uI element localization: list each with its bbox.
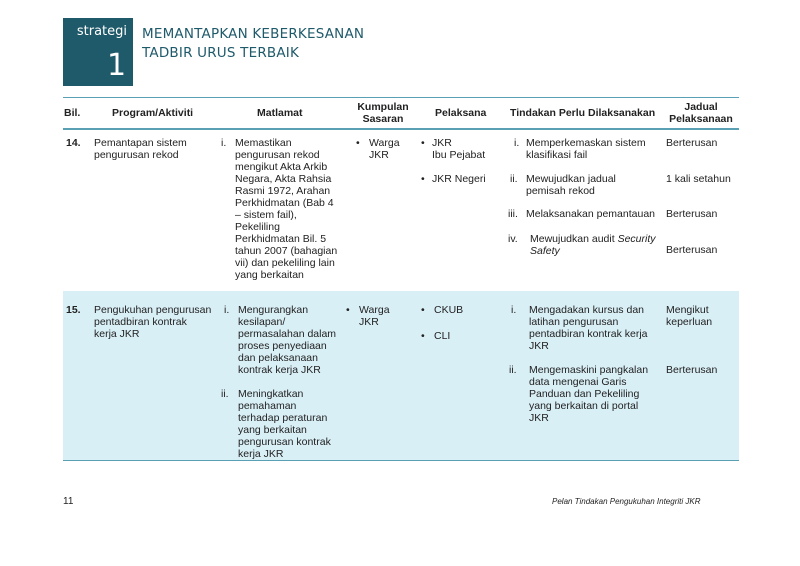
header-kumpulan xyxy=(352,101,414,125)
row-14-tindakan-1 xyxy=(526,137,646,161)
tindakan-line: yang berkaitan di portal xyxy=(529,400,639,412)
tindakan-line: pemisah rekod xyxy=(526,185,595,197)
row-14-program xyxy=(94,137,187,161)
pelaksana-line: JKR xyxy=(432,137,452,149)
row-15-pelaksana-2: CLI xyxy=(434,330,451,342)
matlamat-line: proses penyediaan xyxy=(238,340,327,352)
jadual-line: keperluan xyxy=(666,316,713,328)
row-15-matlamat-marker-1: i. xyxy=(224,304,230,316)
matlamat-line: tahun 2007 (bahagian xyxy=(235,245,338,257)
matlamat-line: kontrak kerja JKR xyxy=(238,364,321,376)
matlamat-line: Pekeliling xyxy=(235,221,280,233)
bullet-icon: • xyxy=(421,173,425,185)
row-14-tindakan-marker-1: i. xyxy=(514,137,520,149)
row-15-pelaksana-1: CKUB xyxy=(434,304,464,316)
matlamat-line: pengurusan rekod xyxy=(235,149,320,161)
kumpulan-line: JKR xyxy=(359,316,379,328)
matlamat-line: Negara, Akta Rahsia xyxy=(235,173,332,185)
tindakan-line: data mengenai Garis xyxy=(529,376,627,388)
row-14-tindakan-marker-4: iv. xyxy=(508,233,518,245)
footer-doc-title: Pelan Tindakan Pengukuhan Integriti JKR xyxy=(552,497,701,506)
matlamat-line: vii) dan pekeliling lain xyxy=(235,257,335,269)
bullet-icon: • xyxy=(421,137,425,149)
row-14-tindakan-marker-3: iii. xyxy=(508,208,518,220)
row-14-kumpulan xyxy=(369,137,400,161)
header-jadual-line2: Pelaksanaan xyxy=(669,113,733,125)
matlamat-line: pemahaman xyxy=(238,400,297,412)
header-pelaksana: Pelaksana xyxy=(435,107,487,119)
row-14-tindakan-3: Melaksanakan pemantauan xyxy=(526,208,656,220)
bullet-icon: • xyxy=(421,330,425,342)
row-14-tindakan-2 xyxy=(526,173,616,197)
tindakan-line: klasifikasi fail xyxy=(526,149,588,161)
row-15-matlamat-marker-2: ii. xyxy=(221,388,229,400)
tindakan-line: Mewujudkan jadual xyxy=(526,173,616,185)
row-15-jadual-1 xyxy=(666,304,712,328)
matlamat-line: mengikut Akta Arkib xyxy=(235,161,328,173)
header-kumpulan-line1: Kumpulan xyxy=(357,101,409,113)
tindakan-line: Memperkemaskan sistem xyxy=(526,137,646,149)
row-15-tindakan-2 xyxy=(529,364,648,424)
row-15-kumpulan xyxy=(359,304,390,328)
matlamat-line: yang berkaitan xyxy=(235,269,304,281)
page-title-line1: MEMANTAPKAN KEBERKESANAN xyxy=(142,26,365,42)
header-program: Program/Aktiviti xyxy=(112,107,194,119)
row-14-jadual-3: Berterusan xyxy=(666,208,718,220)
row-15-tindakan-marker-1: i. xyxy=(511,304,517,316)
matlamat-line: yang berkaitan xyxy=(238,424,307,436)
header-tindakan: Tindakan Perlu Dilaksanakan xyxy=(510,107,656,119)
program-line: kerja JKR xyxy=(94,328,140,340)
matlamat-line: Perkhidmatan Bil. 5 xyxy=(235,233,327,245)
program-line: Pengukuhan pengurusan xyxy=(94,304,212,316)
row-14-pelaksana-2: JKR Negeri xyxy=(432,173,486,185)
row-14-jadual-2: 1 kali setahun xyxy=(666,173,731,185)
matlamat-line: permasalahan dalam xyxy=(238,328,337,340)
kumpulan-line: Warga xyxy=(369,137,400,149)
tindakan-text: Mewujudkan audit xyxy=(530,233,618,245)
strategy-badge xyxy=(63,18,133,86)
tindakan-line: latihan pengurusan xyxy=(529,316,619,328)
row-14-bil: 14. xyxy=(66,137,81,149)
header-jadual-line1: Jadual xyxy=(684,101,718,113)
matlamat-line: Rasmi 1972, Arahan xyxy=(235,185,331,197)
bullet-icon: • xyxy=(346,304,350,316)
kumpulan-line: Warga xyxy=(359,304,390,316)
page-title-line2: TADBIR URUS TERBAIK xyxy=(142,45,300,61)
tindakan-line: JKR xyxy=(529,412,549,424)
tindakan-italic: Safety xyxy=(530,245,560,257)
header-jadual xyxy=(664,101,738,125)
pelaksana-line: Ibu Pejabat xyxy=(432,149,486,161)
row-15-bil: 15. xyxy=(66,304,81,316)
matlamat-line: Meningkatkan xyxy=(238,388,304,400)
bullet-icon: • xyxy=(356,137,360,149)
strategy-word: strategi xyxy=(76,24,127,39)
jadual-line: Mengikut xyxy=(666,304,709,316)
program-line: Pemantapan sistem xyxy=(94,137,187,149)
row-14-pelaksana-1 xyxy=(432,137,485,161)
matlamat-line: Memastikan xyxy=(235,137,292,149)
row-14-tindakan-marker-2: ii. xyxy=(510,173,518,185)
program-line: pentadbiran kontrak xyxy=(94,316,187,328)
matlamat-line: Perkhidmatan (Bab 4 xyxy=(235,197,334,209)
table-bottom-rule xyxy=(63,460,739,461)
tindakan-line: Mengadakan kursus dan xyxy=(529,304,644,316)
table-top-rule xyxy=(63,97,739,98)
row-15-jadual-2: Berterusan xyxy=(666,364,718,376)
matlamat-line: – sistem fail), xyxy=(235,209,297,221)
bullet-icon: • xyxy=(421,304,425,316)
program-line: pengurusan rekod xyxy=(94,149,179,161)
header-kumpulan-line2: Sasaran xyxy=(362,113,404,125)
matlamat-line: kerja JKR xyxy=(238,448,284,460)
row-15-program xyxy=(94,304,211,340)
tindakan-italic: Security xyxy=(617,233,656,245)
row-15-matlamat-2 xyxy=(238,388,331,460)
row-15-tindakan-1 xyxy=(529,304,648,352)
tindakan-line: pentadbiran kontrak kerja xyxy=(529,328,648,340)
header-bil: Bil. xyxy=(64,107,81,119)
matlamat-line: kesilapan/ xyxy=(238,316,286,328)
row-14-tindakan-4 xyxy=(530,233,656,257)
tindakan-line: Panduan dan Pekeliling xyxy=(529,388,640,400)
row-15-tindakan-marker-2: ii. xyxy=(509,364,517,376)
tindakan-line: Mengemaskini pangkalan xyxy=(529,364,649,376)
matlamat-line: dan pelaksanaan xyxy=(238,352,318,364)
matlamat-line: terhadap peraturan xyxy=(238,412,328,424)
row-15-matlamat-1 xyxy=(238,304,336,376)
header-rule xyxy=(63,128,739,130)
strategy-number: 1 xyxy=(107,48,127,83)
matlamat-line: Mengurangkan xyxy=(238,304,309,316)
row-14-matlamat xyxy=(235,137,337,281)
page-number: 11 xyxy=(63,496,74,507)
row-14-jadual-1: Berterusan xyxy=(666,137,718,149)
row-14-matlamat-marker: i. xyxy=(221,137,227,149)
kumpulan-line: JKR xyxy=(369,149,389,161)
row-14-jadual-4: Berterusan xyxy=(666,244,718,256)
tindakan-line: JKR xyxy=(529,340,549,352)
matlamat-line: pengurusan kontrak xyxy=(238,436,331,448)
header-matlamat: Matlamat xyxy=(257,107,303,119)
